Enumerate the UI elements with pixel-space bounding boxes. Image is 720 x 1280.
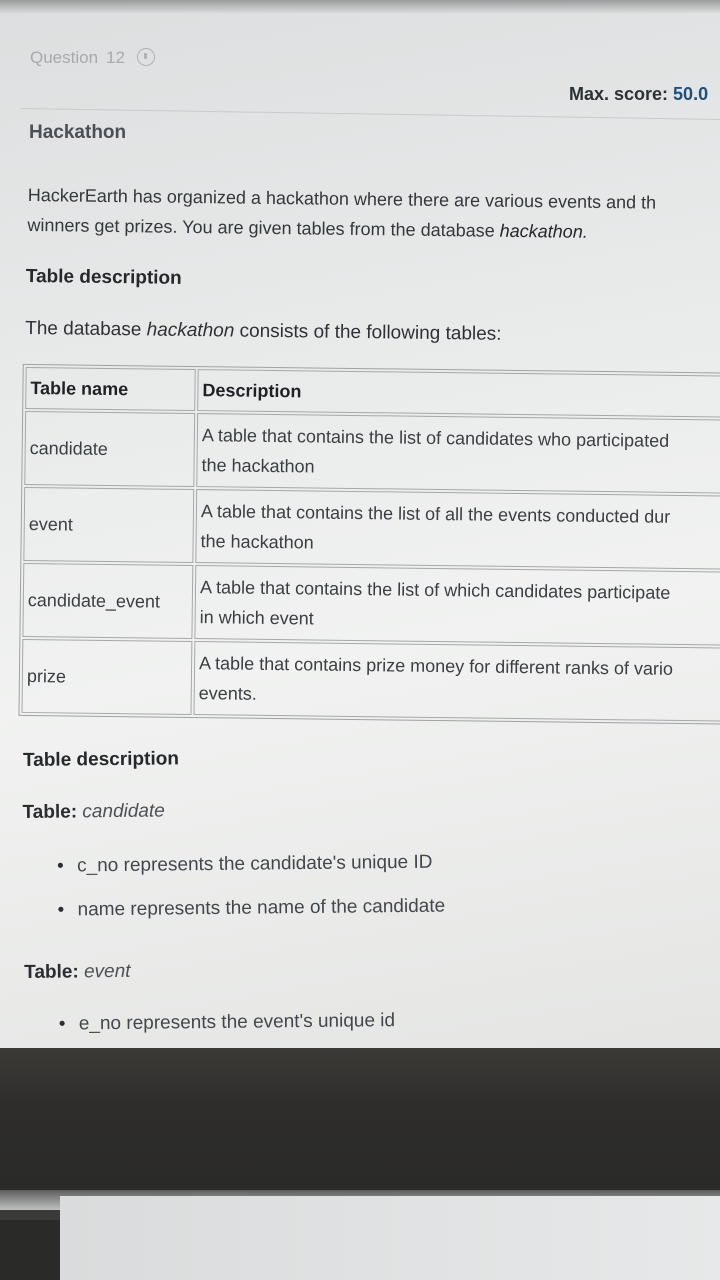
header-divider bbox=[20, 108, 720, 120]
list-item: • name represents the name of the candidate bbox=[57, 896, 445, 922]
table-row bbox=[22, 563, 720, 646]
max-score-value: 50.0 bbox=[673, 84, 709, 104]
header-table-name: Table name bbox=[25, 367, 196, 411]
row-name: candidate_event bbox=[22, 563, 193, 639]
monitor-bezel bbox=[0, 1048, 720, 1194]
screen-top-shadow bbox=[0, 0, 720, 14]
intro-paragraph bbox=[27, 180, 720, 248]
row-description: A table that contains the list of all the events conducted dur the hackathon bbox=[195, 489, 720, 570]
event-table-name: event bbox=[83, 960, 131, 983]
question-number: 12 bbox=[106, 48, 125, 67]
table-row bbox=[24, 411, 720, 494]
row-name: prize bbox=[21, 639, 192, 715]
max-score-label: Max. score: bbox=[569, 84, 669, 104]
tables-list-table bbox=[18, 364, 720, 725]
header-description: Description bbox=[197, 369, 720, 418]
question-text: Question bbox=[30, 48, 99, 67]
list-item: • c_no represents the candidate's unique ID bbox=[57, 852, 433, 878]
desk-surface bbox=[60, 1196, 720, 1280]
question-label bbox=[30, 48, 155, 68]
question-title: Hackathon bbox=[29, 122, 127, 143]
row-description: A table that contains prize money for different ranks of vario events. bbox=[193, 641, 720, 722]
table-row bbox=[21, 639, 720, 722]
db-sentence: The database hackathon consists of the following tables: bbox=[25, 317, 502, 345]
comment-icon[interactable] bbox=[137, 48, 155, 66]
table-row bbox=[23, 487, 720, 570]
intro-line-2: winners get prizes. You are given tables from the database hackathon. bbox=[27, 214, 588, 242]
row-description: A table that contains the list of candidates who participated the hackathon bbox=[196, 413, 720, 494]
dark-corner bbox=[0, 1220, 60, 1280]
table-description-heading: Table description bbox=[25, 265, 182, 289]
table-description-heading-2: Table description bbox=[22, 748, 180, 771]
db-sentence-name: hackathon bbox=[146, 319, 235, 342]
candidate-table-name: candidate bbox=[82, 800, 165, 823]
event-table-label: Table: event bbox=[24, 960, 131, 983]
row-description: A table that contains the list of which candidates participate in which event bbox=[194, 565, 720, 646]
row-name: event bbox=[23, 487, 194, 563]
row-name: candidate bbox=[24, 411, 195, 487]
max-score bbox=[569, 84, 708, 105]
table-header-row bbox=[25, 367, 720, 418]
list-item: • e_no represents the event's unique id bbox=[59, 1010, 396, 1036]
intro-db-name: hackathon. bbox=[499, 220, 588, 242]
intro-line-1: HackerEarth has organized a hackathon where there are various events and th bbox=[27, 184, 657, 213]
candidate-table-label: Table: candidate bbox=[22, 800, 165, 823]
